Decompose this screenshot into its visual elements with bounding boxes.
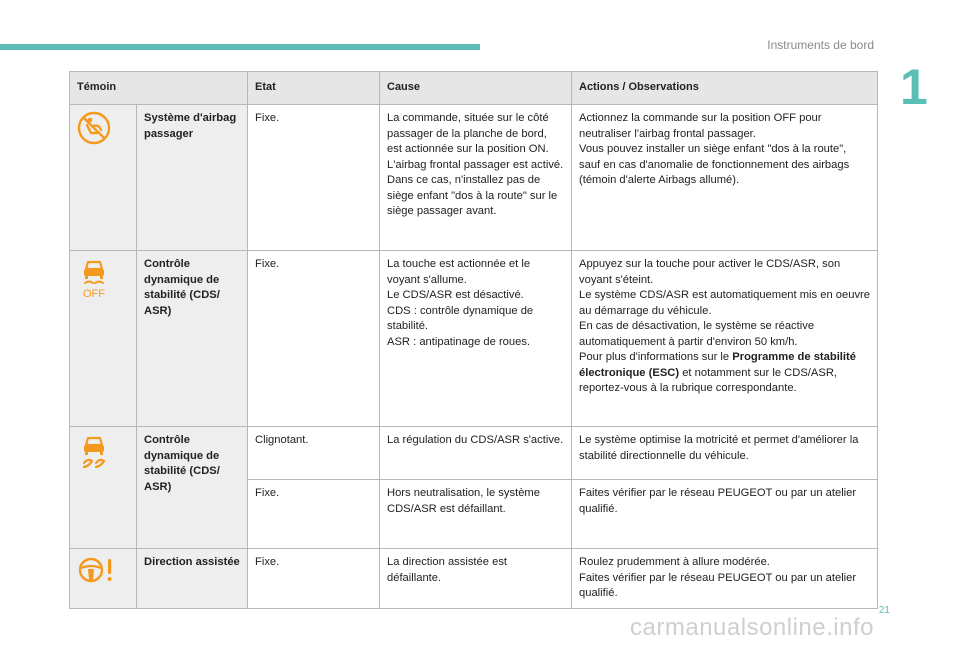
- state-cell: Clignotant.: [248, 427, 380, 480]
- column-header-temoin: Témoin: [70, 72, 248, 105]
- cause-cell: La direction assistée est défaillante.: [380, 549, 572, 609]
- cause-cell: La touche est actionnée et le voyant s'allume. Le CDS/ASR est désactivé. CDS : contrôle dynamique de stabilité. ASR : antipatinage de roues.: [380, 251, 572, 427]
- light-name: Système d'airbag passager: [137, 105, 248, 251]
- action-cell: Roulez prudemment à allure modérée. Faites vérifier par le réseau PEUGEOT ou par un atelier qualifié.: [572, 549, 878, 609]
- action-text: et notamment sur le CDS/ASR, reportez-vous à la rubrique correspondante.: [579, 366, 838, 394]
- table-row: [70, 105, 878, 251]
- watermark: carmanualsonline.info: [630, 614, 874, 641]
- stability-off-icon: [77, 257, 111, 305]
- state-cell: Fixe.: [248, 251, 380, 427]
- steering-warning-icon: [77, 555, 117, 591]
- cause-cell: La commande, située sur le côté passager de la planche de bord, est actionnée sur la position ON. L'airbag frontal passager est activé. Dans ce cas, n'installez pas de siège enfant "dos à la route" sur le siège passager avant.: [380, 105, 572, 251]
- cause-cell: La régulation du CDS/ASR s'active.: [380, 427, 572, 480]
- stability-skid-icon: [77, 433, 111, 479]
- esc-reference: Programme de stabilité électronique (ESC): [579, 351, 856, 379]
- light-name: Contrôle dynamique de stabilité (CDS/ ASR): [137, 427, 248, 549]
- page-number: 21: [878, 605, 890, 616]
- column-header-etat: Etat: [248, 72, 380, 105]
- warning-lights-table: [69, 71, 878, 609]
- action-cell: Actionnez la commande sur la position OFF pour neutraliser l'airbag frontal passager. Vous pouvez installer un siège enfant "dos à la route", sauf en cas d'anomalie de fonctionnement des airbags (témoin d'alerte Airbags allumé).: [572, 105, 878, 251]
- state-cell: Fixe.: [248, 480, 380, 549]
- icon-cell: [70, 549, 137, 609]
- action-text: Appuyez sur la touche pour activer le CDS/ASR, son voyant s'éteint. Le système CDS/ASR est automatiquement mis en oeuvre au démarrage du véhicule. En cas de désactivation, le système se réactive automatiquement à partir d'environ 50 km/h. Pour plus d'informations sur le: [579, 258, 871, 363]
- light-name: Contrôle dynamique de stabilité (CDS/ ASR): [137, 251, 248, 427]
- state-cell: Fixe.: [248, 105, 380, 251]
- column-header-actions: Actions / Observations: [572, 72, 878, 105]
- cause-cell: Hors neutralisation, le système CDS/ASR est défaillant.: [380, 480, 572, 549]
- action-cell: Faites vérifier par le réseau PEUGEOT ou par un atelier qualifié.: [572, 480, 878, 549]
- action-cell: Le système optimise la motricité et permet d'améliorer la stabilité directionnelle du véhicule.: [572, 427, 878, 480]
- header-accent-bar: [0, 44, 480, 50]
- action-cell: [572, 251, 878, 427]
- airbag-off-icon: [77, 111, 111, 151]
- table-row: [70, 251, 878, 427]
- chapter-number: 1: [900, 59, 928, 115]
- state-cell: Fixe.: [248, 549, 380, 609]
- section-title: Instruments de bord: [767, 38, 874, 52]
- light-name: Direction assistée: [137, 549, 248, 609]
- table-row: [70, 427, 878, 480]
- stability-off-icon-label: OFF: [83, 288, 105, 299]
- table-header-row: [70, 72, 878, 105]
- table-row: [70, 549, 878, 609]
- icon-cell: [70, 105, 137, 251]
- icon-cell: [70, 427, 137, 549]
- column-header-cause: Cause: [380, 72, 572, 105]
- icon-cell: [70, 251, 137, 427]
